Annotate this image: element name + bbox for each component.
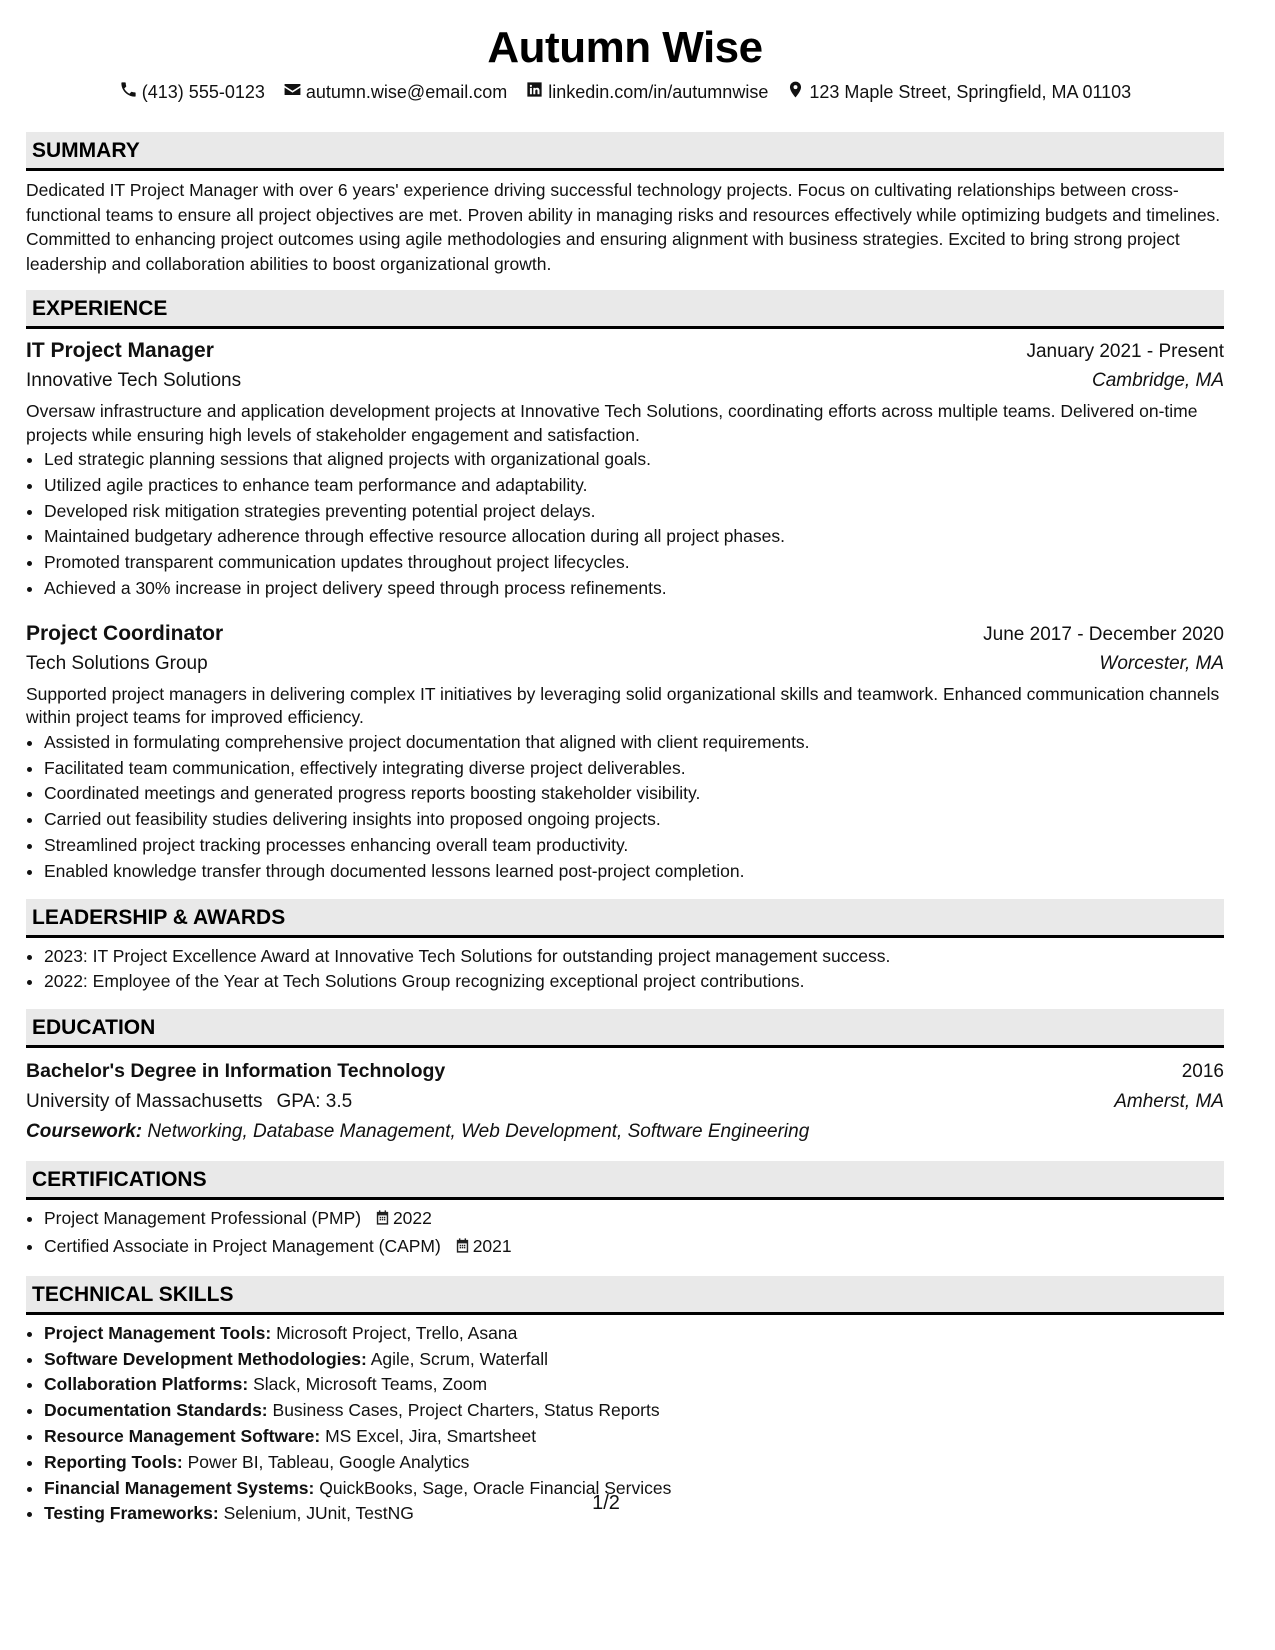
map-pin-icon [786,80,805,104]
certification-year: 2021 [472,1235,512,1256]
list-item: • Coordinated meetings and generated progress reports boosting stakeholder visibility. [44,781,1224,807]
list-item: • Streamlined project tracking processes enhancing overall team productivity. [44,833,1224,859]
list-item [44,1321,1224,1347]
coursework-list: Networking, Database Management, Web Development, Software Engineering [147,1121,810,1143]
contact-phone [119,80,265,104]
certifications-heading: CERTIFICATIONS [26,1161,1224,1200]
skill-label: Project Management Tools: [44,1322,272,1343]
linkedin-icon [525,80,544,104]
list-item [44,1234,1224,1262]
skill-label: Reporting Tools: [44,1451,183,1472]
contact-email[interactable] [283,80,507,104]
degree: Bachelor's Degree in Information Technology [26,1060,446,1083]
gpa: GPA: 3.5 [276,1091,353,1113]
coursework [26,1117,1224,1147]
education-heading: EDUCATION [26,1009,1224,1048]
job-title: Project Coordinator [26,621,224,645]
contact-linkedin[interactable] [525,80,768,104]
job-title: IT Project Manager [26,339,214,362]
skill-label: Software Development Methodologies: [44,1348,367,1369]
education-entry [26,1056,1224,1147]
list-item: • Carried out feasibility studies delivering insights into proposed ongoing projects. [44,807,1224,833]
contact-address [786,80,1131,104]
certifications-list [26,1206,1224,1262]
skill-label: Documentation Standards: [44,1400,268,1421]
list-item [44,1450,1224,1476]
skill-label: Collaboration Platforms: [44,1374,249,1395]
certification-name: Certified Associate in Project Management (CAPM) [44,1235,441,1256]
list-item [44,1206,1224,1234]
certification-year: 2022 [392,1208,432,1229]
list-item: • Developed risk mitigation strategies preventing potential project delays. [44,499,1224,525]
skill-value: Power BI, Tableau, Google Analytics [187,1451,470,1472]
school-name: University of Massachusetts [26,1091,263,1113]
skill-value: Business Cases, Project Charters, Status Reports [272,1400,660,1421]
summary-heading: SUMMARY [26,132,1224,171]
list-item [44,1372,1224,1398]
list-item: • Maintained budgetary adherence through effective resource allocation during all project phases. [44,524,1224,550]
list-item: • 2023: IT Project Excellence Award at Innovative Tech Solutions for outstanding project management success. [44,944,1224,970]
address-text: 123 Maple Street, Springfield, MA 01103 [809,81,1132,102]
job-location: Cambridge, MA [1092,370,1224,391]
skill-label: Testing Frameworks: [44,1503,219,1524]
job-description: Supported project managers in delivering complex IT initiatives by leveraging solid organizational skills and teamwork. Enhanced communication channels within project teams for improved efficiency. [26,683,1220,728]
skill-label: Resource Management Software: [44,1425,321,1446]
leadership-heading: LEADERSHIP & AWARDS [26,899,1224,938]
job-bullets [26,447,1224,602]
school-location: Amherst, MA [1114,1091,1224,1113]
coursework-label: Coursework: [26,1121,143,1143]
contact-bar [26,80,1224,104]
candidate-name: Autumn Wise [487,23,763,72]
skill-label: Financial Management Systems: [44,1477,315,1498]
skill-value: Selenium, JUnit, TestNG [223,1503,414,1524]
summary-text: Dedicated IT Project Manager with over 6 years' experience driving successful technology projects. Focus on cultivating relationships between cross-functional teams to ensure all project objectives are met. Proven ability in managing risks and resources effectively while optimizing budgets and timelines. Committed to enhancing project outcomes using agile methodologies and ensuring alignment with business strategies. Excited to bring strong project leadership and collaboration abilities to boost organizational growth. [26,180,1221,274]
phone-icon [119,80,138,104]
job-location: Worcester, MA [1099,652,1224,674]
experience-heading: EXPERIENCE [26,290,1224,329]
page-number: 1/2 [592,1492,620,1514]
job-company: Innovative Tech Solutions [26,370,242,391]
graduation-year: 2016 [1181,1061,1224,1083]
email-text: autumn.wise@email.com [305,81,508,102]
list-item: • Led strategic planning sessions that aligned projects with organizational goals. [44,447,1224,473]
linkedin-text: linkedin.com/in/autumnwise [548,81,769,102]
list-item: • Enabled knowledge transfer through documented lessons learned post-project completion. [44,859,1224,885]
list-item [44,1347,1224,1373]
job-description: Oversaw infrastructure and application development projects at Innovative Tech Solutions, coordinating efforts across multiple teams. Delivered on-time projects while ensuring high levels of stakeholder engagement and satisfaction. [26,401,1198,445]
job-company: Tech Solutions Group [26,652,208,674]
skill-value: Microsoft Project, Trello, Asana [276,1322,518,1343]
skills-heading: TECHNICAL SKILLS [26,1276,1224,1315]
list-item: • Achieved a 30% increase in project delivery speed through process refinements. [44,576,1224,602]
job-dates: June 2017 - December 2020 [983,623,1224,645]
skill-value: MS Excel, Jira, Smartsheet [325,1425,537,1446]
skill-value: Slack, Microsoft Teams, Zoom [253,1374,488,1395]
job-dates: January 2021 - Present [1026,341,1224,362]
certification-name: Project Management Professional (PMP) [44,1208,362,1229]
list-item [44,1424,1224,1450]
list-item: • 2022: Employee of the Year at Tech Solutions Group recognizing exceptional project contributions. [44,969,1224,995]
job-bullets [26,730,1224,885]
list-item: • Promoted transparent communication updates throughout project lifecycles. [44,550,1224,576]
job-entry [26,337,1224,602]
list-item: • Utilized agile practices to enhance team performance and adaptability. [44,473,1224,499]
calendar-icon [374,1208,391,1234]
list-item [44,1398,1224,1424]
skill-value: QuickBooks, Sage, Oracle Financial Services [319,1477,672,1498]
phone-text: (413) 555-0123 [141,81,265,102]
calendar-icon [454,1236,471,1262]
envelope-icon [283,80,302,104]
list-item: • Facilitated team communication, effectively integrating diverse project deliverables. [44,756,1224,782]
list-item: • Assisted in formulating comprehensive project documentation that aligned with client requirements. [44,730,1224,756]
awards-list [26,944,1224,996]
job-entry [26,620,1224,885]
skill-value: Agile, Scrum, Waterfall [370,1348,549,1369]
